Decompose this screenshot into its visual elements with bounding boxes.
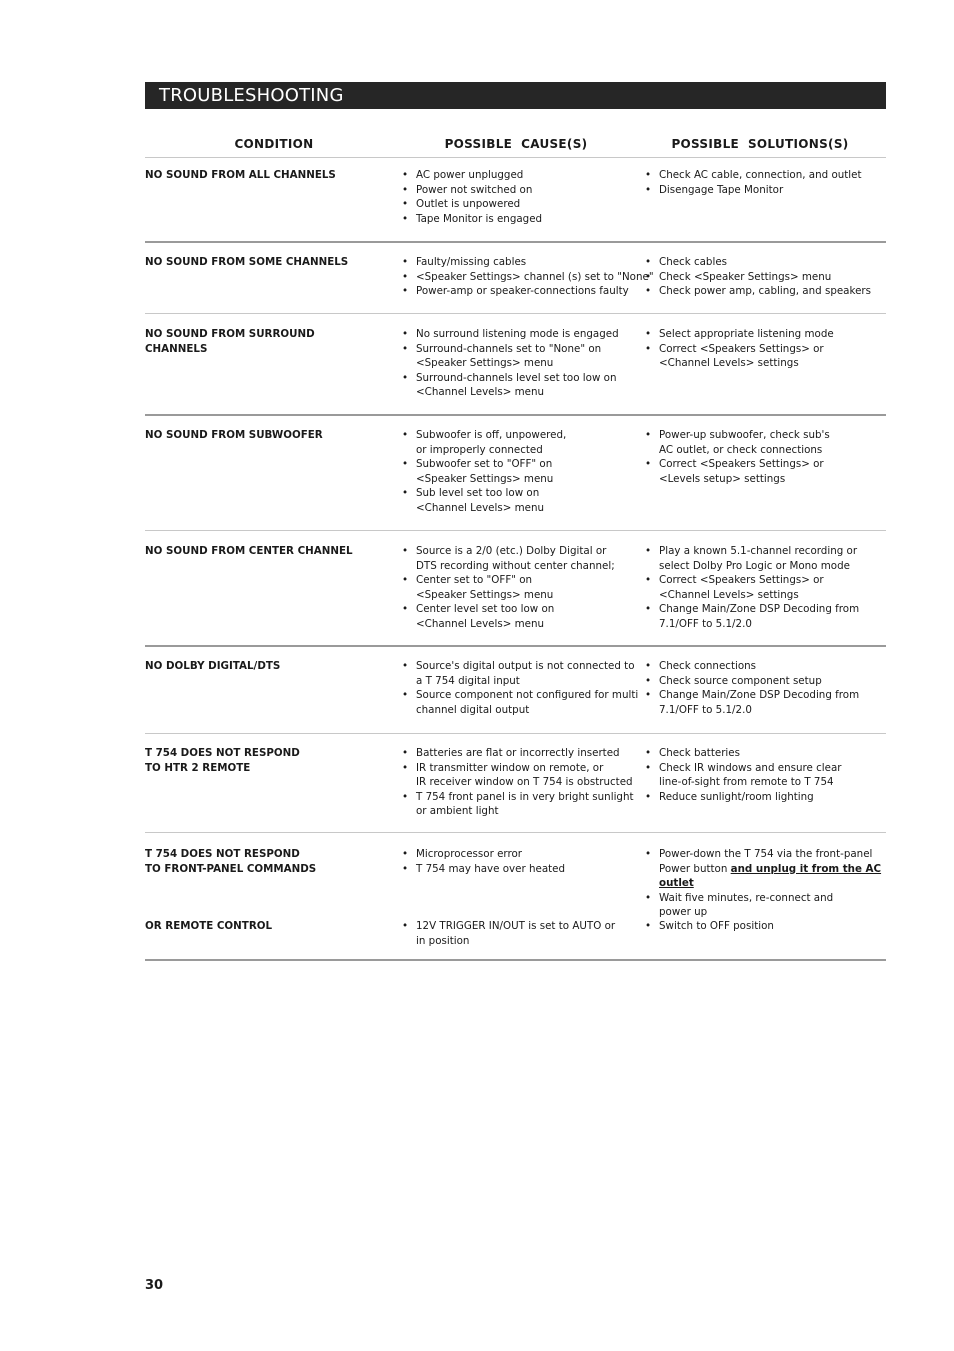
text-line: • Center set to "OFF" on — [416, 574, 533, 586]
text-line: NO SOUND FROM SURROUND — [145, 328, 315, 340]
text-line: • Surround-channels level set too low on — [416, 371, 617, 384]
text-line: AC outlet, or check connections — [659, 443, 823, 456]
list-item — [402, 602, 637, 631]
text-line: channel digital output — [416, 703, 530, 716]
list-item — [402, 342, 637, 371]
causes-list — [402, 255, 654, 299]
text-line: • Power not switched on — [416, 183, 533, 196]
header-condition: CONDITION — [234, 137, 314, 151]
list-item — [645, 327, 880, 342]
condition-cell — [145, 255, 375, 270]
emphasis-text: and unplug it from the AC — [730, 862, 882, 875]
header-solutions: POSSIBLE SOLUTIONS(S) — [671, 137, 849, 151]
causes-list — [402, 919, 637, 948]
text-line: <Levels setup> settings — [659, 472, 786, 485]
condition-cell — [145, 327, 375, 356]
condition-cell — [145, 428, 375, 443]
text-line: • Check <Speaker Settings> menu — [659, 270, 832, 283]
list-item — [402, 659, 637, 688]
list-item — [645, 544, 880, 573]
text-line: • Center level set too low on — [416, 603, 555, 615]
condition-cell — [145, 919, 375, 934]
text-line: • Source is a 2/0 (etc.) Dolby Digital or — [416, 545, 607, 557]
list-item — [402, 862, 637, 877]
causes-list — [402, 746, 637, 819]
causes-list — [402, 327, 637, 400]
text-line: • Change Main/Zone DSP Decoding from — [659, 689, 860, 701]
list-item — [645, 284, 880, 299]
list-item — [645, 270, 880, 285]
text-line: • Check IR windows and ensure clear — [659, 761, 842, 774]
text-line: • Power-down the T 754 via the front-panel — [659, 848, 873, 860]
text-line: • Check connections — [659, 660, 757, 672]
list-item — [645, 255, 880, 270]
causes-list — [402, 544, 637, 631]
text-line: NO SOUND FROM SUBWOOFER — [145, 429, 323, 441]
text-line: • Source component not configured for multi — [416, 689, 639, 701]
text-line: • Switch to OFF position — [659, 920, 774, 932]
list-item — [645, 342, 880, 371]
text-line: <Speaker Settings> menu — [416, 357, 554, 369]
text-line: • Select appropriate listening mode — [659, 328, 834, 340]
list-item — [402, 371, 637, 400]
row-divider — [145, 645, 886, 647]
text-line: • Correct <Speakers Settings> or — [659, 342, 824, 355]
list-item — [402, 919, 637, 948]
condition-cell — [145, 746, 375, 775]
section-banner — [145, 82, 886, 109]
text-line: • Power-up subwoofer, check sub's — [659, 429, 830, 441]
causes-list — [402, 428, 637, 515]
text-line: TO HTR 2 REMOTE — [145, 761, 251, 774]
text-line: in position — [416, 934, 470, 947]
text-line: • T 754 front panel is in very bright sunlight — [416, 790, 634, 803]
solutions-list — [645, 847, 880, 920]
text-line: • Change Main/Zone DSP Decoding from — [659, 603, 860, 615]
list-item — [402, 168, 637, 183]
header-divider — [145, 157, 886, 158]
text-plain: Power button — [659, 862, 731, 875]
list-item — [402, 284, 637, 299]
row-divider — [145, 414, 886, 416]
list-item — [645, 674, 880, 689]
text-line: • IR transmitter window on remote, or — [416, 761, 604, 774]
list-item — [645, 602, 880, 631]
text-line: • AC power unplugged — [416, 169, 524, 181]
text-line: • Check batteries — [659, 747, 740, 759]
solutions-list — [645, 168, 880, 197]
list-item — [402, 790, 637, 819]
causes-list — [402, 168, 637, 226]
text-line: <Speaker Settings> menu — [416, 472, 554, 485]
list-item — [402, 183, 637, 198]
row-divider — [145, 313, 886, 314]
list-item — [645, 847, 880, 891]
solutions-list — [645, 255, 880, 299]
row-divider — [145, 832, 886, 833]
row-divider — [145, 959, 886, 961]
list-item — [402, 255, 637, 270]
text-line: <Channel Levels> menu — [416, 501, 545, 514]
list-item — [645, 746, 880, 761]
text-line: <Speaker Settings> menu — [416, 588, 554, 601]
list-item — [645, 183, 880, 198]
list-item — [645, 761, 880, 790]
text-line: NO SOUND FROM CENTER CHANNEL — [145, 545, 353, 557]
text-line: IR receiver window on T 754 is obstructed — [416, 776, 633, 788]
condition-cell — [145, 168, 375, 183]
text-line: • Outlet is unpowered — [416, 198, 521, 210]
causes-list — [402, 847, 637, 876]
list-item — [402, 761, 637, 790]
list-item — [402, 573, 637, 602]
text-line — [659, 862, 880, 877]
text-line: • Sub level set too low on — [416, 487, 540, 499]
text-line: • Faulty/missing cables — [416, 256, 527, 268]
row-divider — [145, 530, 886, 531]
text-line: <Channel Levels> settings — [659, 588, 799, 601]
text-line: OR REMOTE CONTROL — [145, 920, 273, 932]
list-item — [402, 847, 637, 862]
text-line: DTS recording without center channel; — [416, 559, 615, 572]
text-line: • Check power amp, cabling, and speakers — [659, 285, 872, 297]
text-line: <Channel Levels> menu — [416, 617, 545, 630]
emphasis-text: outlet — [659, 877, 694, 889]
text-line: NO DOLBY DIGITAL/DTS — [145, 660, 281, 672]
list-item — [645, 168, 880, 183]
text-line: • Tape Monitor is engaged — [416, 212, 543, 225]
text-line: power up — [659, 906, 708, 918]
list-item — [402, 327, 637, 342]
list-item — [402, 270, 654, 285]
solutions-list — [645, 428, 880, 486]
text-line: line-of-sight from remote to T 754 — [659, 776, 834, 788]
solutions-list — [645, 327, 880, 371]
text-line: • Check source component setup — [659, 674, 822, 687]
text-line: NO SOUND FROM SOME CHANNELS — [145, 256, 349, 268]
list-item — [645, 919, 880, 934]
list-item — [402, 212, 637, 227]
text-line: <Channel Levels> menu — [416, 386, 545, 398]
text-line: • Subwoofer set to "OFF" on — [416, 458, 553, 470]
text-line: • Batteries are flat or incorrectly inserted — [416, 747, 620, 759]
text-line: 7.1/OFF to 5.1/2.0 — [659, 617, 752, 630]
text-line: • Play a known 5.1-channel recording or — [659, 545, 858, 557]
text-line: • Microprocessor error — [416, 848, 523, 860]
text-line: • <Speaker Settings> channel (s) set to "None" — [416, 270, 654, 283]
text-line: • Check AC cable, connection, and outlet — [659, 169, 862, 181]
text-line: • Check cables — [659, 256, 728, 268]
text-line: • Correct <Speakers Settings> or — [659, 574, 824, 586]
list-item — [645, 573, 880, 602]
text-line: or ambient light — [416, 805, 499, 817]
text-line: • Correct <Speakers Settings> or — [659, 458, 824, 470]
condition-cell — [145, 659, 375, 674]
text-line: NO SOUND FROM ALL CHANNELS — [145, 169, 336, 181]
list-item — [402, 688, 637, 717]
list-item — [402, 457, 637, 486]
row-divider — [145, 733, 886, 734]
list-item — [645, 688, 880, 717]
list-item — [402, 197, 637, 212]
solutions-list — [645, 746, 880, 804]
text-line: CHANNELS — [145, 342, 208, 355]
text-line: or improperly connected — [416, 443, 543, 456]
page-number: 30 — [145, 1278, 164, 1293]
text-line: TO FRONT-PANEL COMMANDS — [145, 862, 317, 875]
row-divider — [145, 241, 886, 243]
text-line: a T 754 digital input — [416, 674, 520, 687]
solutions-list — [645, 659, 880, 717]
text-line: • No surround listening mode is engaged — [416, 328, 619, 340]
list-item — [645, 457, 880, 486]
list-item — [645, 891, 880, 920]
text-line: 7.1/OFF to 5.1/2.0 — [659, 703, 752, 716]
list-item — [645, 790, 880, 805]
list-item — [402, 544, 637, 573]
text-line: • Source's digital output is not connected to — [416, 660, 635, 672]
text-line: • Surround-channels set to "None" on — [416, 342, 602, 355]
text-line: • T 754 may have over heated — [416, 862, 566, 875]
text-line: T 754 DOES NOT RESPOND — [145, 747, 300, 759]
text-line: T 754 DOES NOT RESPOND — [145, 848, 300, 860]
solutions-list — [645, 544, 880, 631]
text-line: • Wait five minutes, re-connect and — [659, 891, 834, 904]
text-line: select Dolby Pro Logic or Mono mode — [659, 559, 850, 572]
text-line: • Subwoofer is off, unpowered, — [416, 429, 567, 441]
list-item — [402, 746, 637, 761]
causes-list — [402, 659, 637, 717]
text-line: • Power-amp or speaker-connections faulty — [416, 285, 629, 297]
solutions-list — [645, 919, 880, 934]
condition-cell — [145, 544, 375, 559]
page-title: TROUBLESHOOTING — [159, 85, 344, 106]
list-item — [402, 428, 637, 457]
list-item — [645, 428, 880, 457]
text-line: • Reduce sunlight/room lighting — [659, 790, 814, 803]
text-line: • Disengage Tape Monitor — [659, 183, 784, 196]
condition-cell — [145, 847, 375, 876]
header-causes: POSSIBLE CAUSE(S) — [444, 137, 588, 151]
text-line: • 12V TRIGGER IN/OUT is set to AUTO or — [416, 920, 616, 932]
list-item — [402, 486, 637, 515]
text-line: <Channel Levels> settings — [659, 357, 799, 369]
list-item — [645, 659, 880, 674]
